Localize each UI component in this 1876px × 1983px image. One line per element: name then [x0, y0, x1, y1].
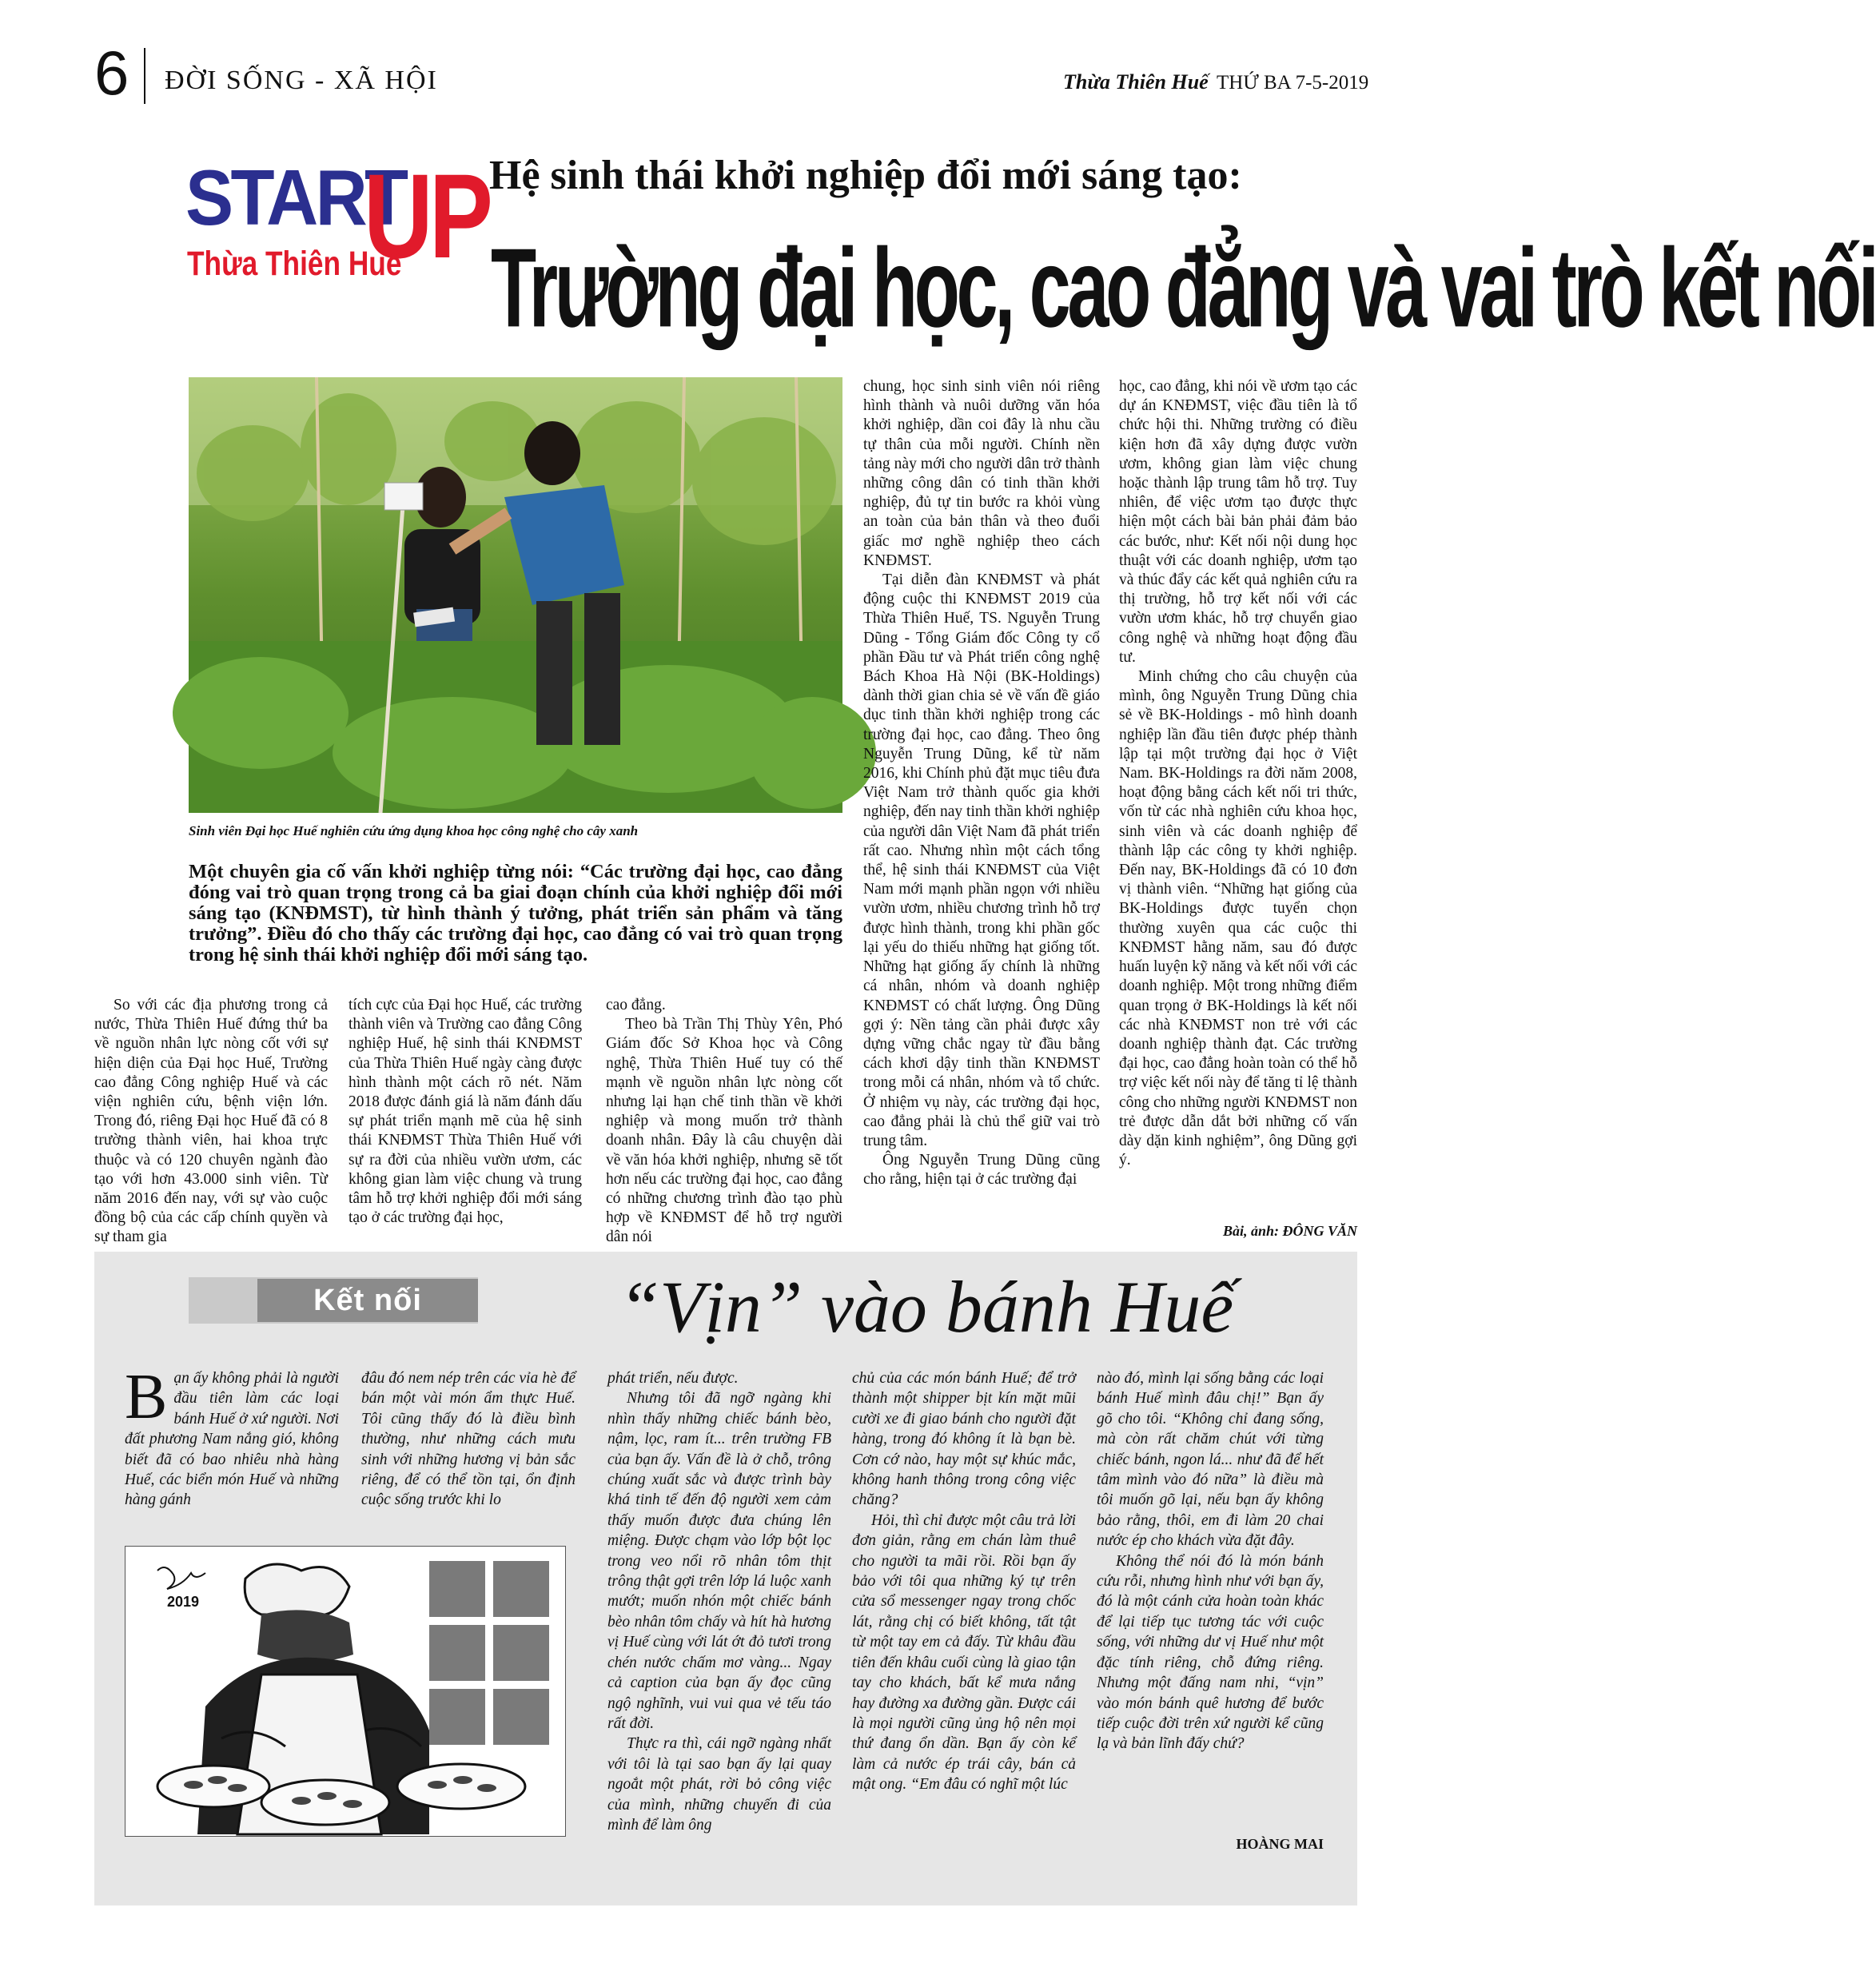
paragraph: Tại diễn đàn KNĐMST và phát động cuộc thi KNĐMST 2019 của Thừa Thiên Huế, TS. Nguyễn Trung Dũng - Tổng Giám đốc Công ty cổ phần Đầu tư và Phát triển công nghệ Bách Khoa Hà Nội (BK-Holdings) dành thời gian chia sẻ về vấn đề giáo dục tinh thần khởi nghiệp trong các trường đại học, cao đẳng. Theo ông Nguyễn Trung Dũng, kể từ năm 2016, khi Chính phủ đặt mục tiêu đưa Việt Nam trở thành quốc gia khởi nghiệp, đến nay tinh thần khởi nghiệp của người dân Việt Nam đã phát triển rất cao. Nhưng nhìn một cách tổng thể, hệ sinh thái KNĐMST của Việt Nam mới mạnh phần ngọn với nhiều vườn ươm, nhiều chương trình hỗ trợ được hình thành, trong khi phần gốc lại yếu do thiếu những hạt giống tốt. Những hạt giống ấy chính là những cá nhân, nhóm và doanh nghiệp KNĐMST có chất lượng. Ông Dũng gợi ý: Nền tảng cần phải được xây dựng vững chắc ngay từ đầu bằng cách khơi dậy tinh thần KNĐMST trong mỗi cá nhân, nhóm và tổ chức. Ở nhiệm vụ này, các trường đại học, cao đẳng phải là chủ thể giữ vai trò trung tâm.	[863, 571, 1100, 1149]
paragraph: Thực ra thì, cái ngỡ ngàng nhất với tôi là tại sao bạn ấy lại quay ngoắt một phát, rời bỏ công việc của mình, những chuyến đi của mình để làm ông	[607, 1735, 831, 1834]
ket-noi-column-4	[852, 1368, 1076, 1795]
header-divider	[144, 48, 145, 104]
paragraph: Ông Nguyễn Trung Dũng cũng cho rằng, hiện tại ở các trường đại	[863, 1152, 1100, 1189]
page-number: 6	[94, 38, 129, 108]
startup-logo-start: START	[185, 153, 406, 241]
paper-name: Thừa Thiên Huế	[1063, 70, 1209, 94]
ket-noi-column-1	[125, 1362, 339, 1511]
article-byline: Bài, ảnh: ĐÔNG VĂN	[1222, 1223, 1357, 1239]
ket-noi-column-5	[1097, 1368, 1324, 1754]
article-column-4	[863, 377, 1100, 1190]
issue-date: THỨ BA 7-5-2019	[1217, 72, 1369, 94]
ket-noi-label: Kết nối	[257, 1279, 478, 1322]
paragraph: Hỏi, thì chỉ được một câu trả lời đơn giản, rằng em chán làm thuê cho người ta mãi rồi. Rồi bạn ấy bảo với tôi qua những ký tự trên cửa sổ messenger ngay trong chốc lát, rằng chị có biết không, tất tật từ một tay em cả đấy. Từ khâu đầu tiên đến khâu cuối cùng là giao tận tay cho khách, bất kể mưa nắng hay đường xa đường gần. Được cái là mọi người cũng ủng hộ nên mọi thứ đang ổn dần. Bạn ấy còn kể làm cả nước ép trái cây, bán cả mật ong. “Em đâu có nghĩ một lúc	[852, 1511, 1076, 1794]
garden-photo-illustration	[189, 377, 842, 813]
illustration-signature: 2019	[167, 1594, 200, 1610]
cook-illustration	[125, 1547, 565, 1836]
article-column-2	[349, 996, 582, 1228]
ket-noi-illustration	[125, 1546, 566, 1837]
ket-noi-column-2	[361, 1368, 576, 1511]
paragraph: đâu đó nem nép trên các vỉa hè để bán một vài món ẩm thực Huế. Tôi cũng thấy đó là điều bình thường, như những cách mưu sinh với những hương vị bản sắc riêng, để có thể tồn tại, ổn định cuộc sống trước khi lo	[361, 1370, 576, 1509]
dropcap: B	[125, 1362, 168, 1432]
startup-logo-city: Thừa Thiên Huế	[187, 245, 402, 283]
paragraph: Theo bà Trần Thị Thùy Yên, Phó Giám đốc Sở Khoa học và Công nghệ, Thừa Thiên Huế tuy có thế mạnh về nguồn nhân lực nòng cốt nhưng lại hạn chế tinh thần về khởi nghiệp và mong muốn trở thành doanh nhân. Đây là câu chuyện dài về văn hóa khởi nghiệp, nhưng sẽ tốt hơn nếu các trường đại học, cao đẳng có những chương trình đào tạo phù hợp về KNĐMST để hỗ trợ người dân nói	[606, 1016, 842, 1246]
paragraph: So với các địa phương trong cả nước, Thừa Thiên Huế đứng thứ ba về nguồn nhân lực nòng cốt với sự hiện diện của Đại học Huế, Trường cao đẳng Công nghiệp Huế và các viện nghiên cứu, bệnh viện lớn. Trong đó, riêng Đại học Huế đã có 8 trường thành viên, hai khoa trực thuộc và có 120 chuyên ngành đào tạo với hơn 43.000 sinh viên. Từ năm 2016 đến nay, với sự vào cuộc đồng bộ của các cấp chính quyền và sự tham gia	[94, 997, 328, 1246]
ket-noi-column-3	[607, 1368, 831, 1835]
ket-noi-title: “Vịn” vào bánh Huế	[619, 1266, 1234, 1348]
article-lead: Một chuyên gia cố vấn khởi nghiệp từng nói: “Các trường đại học, cao đẳng đóng vai trò quan trọng trong cả ba giai đoạn chính của khởi nghiệp đổi mới sáng tạo (KNĐMST), từ hình thành ý tưởng, phát triển sản phẩm và tăng trưởng”. Điều đó cho thấy các trường đại học, cao đẳng có vai trò quan trọng trong hệ sinh thái khởi nghiệp đổi mới sáng tạo.	[189, 861, 842, 966]
article-photo	[189, 377, 842, 813]
paragraph: Minh chứng cho câu chuyện của mình, ông Nguyễn Trung Dũng chia sẻ về BK-Holdings - mô hình doanh nghiệp lần đầu tiên được phép thành lập tại một trường đại học ở Việt Nam. BK-Holdings ra đời năm 2008, hoạt động bằng cách kết nối tri thức, vốn từ các nhà nghiên cứu khoa học, sinh viên và các doanh nghiệp để thành lập các công ty khởi nghiệp. Đến nay, BK-Holdings đã có 10 đơn vị thành viên. “Những hạt giống của BK-Holdings được tuyển chọn thường xuyên qua các cuộc thi KNĐMST hằng năm, sau đó được huấn luyện kỹ năng và kết nối với các doanh nghiệp. Một trong những điểm quan trọng ở BK-Holdings là kết nối các nhà KNĐMST non trẻ với các doanh nghiệp thành đạt. Các trường đại học, cao đẳng hoàn toàn có thể hỗ trợ việc kết nối này để tăng tỉ lệ thành công cho những người KNĐMST non trẻ được dẫn dắt bởi những cố vấn dày dặn kinh nghiệm”, ông Dũng gợi ý.	[1119, 668, 1357, 1169]
paragraph: nào đó, mình lại sống bằng các loại bánh Huế mình đâu chị!” Bạn ấy gõ cho tôi. “Không chỉ đang sống, mà còn rất chăm chút với từng chiếc bánh, ngon lá... như đã để hết tâm mình vào đó nữa” là điều mà tôi muốn gõ lại, nếu bạn ấy không bảo rằng, thôi, em đi làm 20 chai nước ép cho khách vừa đặt đây.	[1097, 1370, 1324, 1550]
article-subtitle: Hệ sinh thái khởi nghiệp đổi mới sáng tạo:	[489, 153, 1242, 198]
paragraph: cao đẳng.	[606, 997, 666, 1013]
paragraph: chung, học sinh sinh viên nói riêng hình thành và nuôi dưỡng văn hóa khởi nghiệp, dần coi đây là nhu cầu tự thân của mỗi người. Chính nền tảng này mới cho người dân trở thành những công dân có tinh thần khởi nghiệp, đủ tự tin bước ra khỏi vùng an toàn của bản thân và theo đuổi giấc mơ nghề nghiệp theo cách KNĐMST.	[863, 378, 1100, 569]
article-title: Trường đại học, cao đẳng và vai trò kết nối	[491, 224, 1876, 351]
paragraph	[125, 1362, 339, 1511]
section-name: ĐỜI SỐNG - XÃ HỘI	[165, 66, 438, 95]
paragraph-text: ạn ấy không phải là người đầu tiên làm các loại bánh Huế ở xứ người. Nơi đất phương Nam nắng gió, không biết đã có bao nhiêu nhà hàng Huế, các biển món Huế và những hàng gánh	[125, 1370, 339, 1509]
paragraph: học, cao đẳng, khi nói về ươm tạo các dự án KNĐMST, việc đầu tiên là tổ chức hội thi. Những trường có điều kiện hơn đã xây dựng được vườn ươm, không gian làm việc chung hoặc thành lập trung tâm hỗ trợ. Tuy nhiên, để việc ươm tạo được thực hiện một cách bài bản phải đảm bảo các bước, như: Kết nối nội dung học thuật với các doanh nghiệp, ươm tạo và thúc đẩy các kết quả nghiên cứu ra thị trường, hỗ trợ kết nối với các vườn ươm khác, hỗ trợ chuyển giao công nghệ và những hoạt động đầu tư.	[1119, 378, 1357, 666]
article-column-5	[1119, 377, 1357, 1170]
photo-caption: Sinh viên Đại học Huế nghiên cứu ứng dụng khoa học công nghệ cho cây xanh	[189, 823, 639, 838]
startup-logo-up: UP	[364, 149, 490, 283]
paragraph: Nhưng tôi đã ngỡ ngàng khi nhìn thấy những chiếc bánh bèo, nậm, lọc, ram ít... trên trường FB của bạn ấy. Vấn đề là ở chỗ, trông chúng xuất sắc và được trình bày khá tinh tế đến độ người xem cảm thấy muốn được đưa chúng lên miệng. Được chạm vào lớp bột lọc trong veo nổi rõ nhân tôm thịt trông thật gợi trên lớp lá luộc xanh mướt; muốn nhón một chiếc bánh bèo nhân tôm chấy và hít hà hương vị Huế cùng với lát ớt đỏ tươi trong chén nước chấm mơ vàng... Ngay cả caption của bạn ấy đọc cũng ngộ nghĩnh, vui vui qua vẻ tếu táo rất đời.	[607, 1390, 831, 1732]
article-column-3	[606, 996, 842, 1248]
ket-noi-signature: HOÀNG MAI	[1236, 1836, 1324, 1852]
paragraph: Không thể nói đó là món bánh cứu rỗi, nhưng hình như với bạn ấy, đó là một cánh cửa hoàn toàn khác để lại tiếp tục tương tác với cuộc sống, với những dư vị Huế như một đặc tính riêng, chỗ đứng riêng. Nhưng một đấng nam nhi, “vịn” vào món bánh quê hương để bước tiếp cuộc đời trên xứ người kể cũng lạ và bản lĩnh đấy chứ?	[1097, 1552, 1324, 1753]
paragraph: tích cực của Đại học Huế, các trường thành viên và Trường cao đẳng Công nghiệp Huế, hệ sinh thái KNĐMST của Thừa Thiên Huế ngày càng được hình thành một cách rõ nét. Năm 2018 được đánh giá là năm đánh dấu sự phát triển mạnh mẽ của hệ sinh thái KNĐMST Thừa Thiên Huế với sự ra đời của nhiều vườn ươm, các không gian làm việc chung và trung tâm hỗ trợ khởi nghiệp đổi mới sáng tạo ở các trường đại học,	[349, 997, 582, 1227]
paragraph: chủ của các món bánh Huế; để trở thành một shipper bịt kín mặt mũi cười xe đi giao bánh cho người đặt hàng, trong đó không ít là bạn bè. Cơn cớ nào, hay một sự khúc mắc, không hanh thông trong công việc chăng?	[852, 1370, 1076, 1509]
article-column-1	[94, 996, 328, 1248]
paragraph: phát triển, nếu được.	[607, 1370, 739, 1387]
